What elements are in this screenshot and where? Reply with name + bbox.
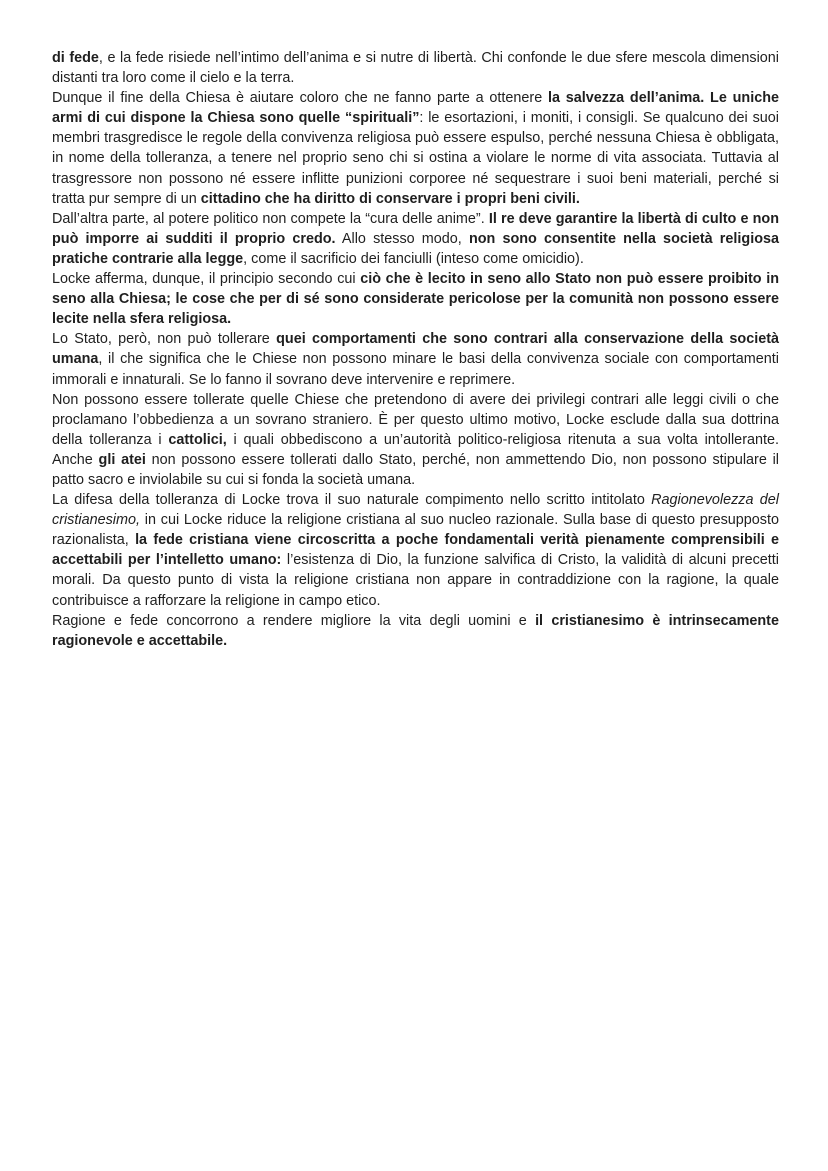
text-run: La difesa della tolleranza di Locke trova il suo naturale compimento nello scritto intitolato (52, 492, 652, 509)
text-run: non sono consentite nella società religiosa pratiche contrarie alla legge (52, 230, 779, 267)
document-page (52, 48, 779, 651)
text-run: in cui Locke riduce la religione cristiana al suo nucleo razionale. Sulla base di questo presupposto razionalista, (52, 512, 779, 549)
text-run: quei comportamenti che sono contrari alla conservazione della società umana (52, 331, 779, 368)
paragraph-political-power (52, 209, 779, 269)
paragraph-state-limits (52, 329, 779, 389)
text-run: , e la fede risiede nell’intimo dell’anima e si nutre di libertà. Chi confonde le due sfere mescola dimensioni distanti tra loro come il cielo e la terra. (52, 50, 779, 87)
paragraph-church-purpose (52, 88, 779, 209)
paragraph-conclusion (52, 611, 779, 651)
text-run: di fede (52, 50, 99, 66)
text-run: , il che significa che le Chiese non possono minare le basi della convivenza sociale con comportamenti immorali e innaturali. Se lo fanno il sovrano deve intervenire e reprimere. (52, 351, 779, 388)
text-run: l’esistenza di Dio, la funzione salvifica di Cristo, la validità di alcuni precetti morali. Da questo punto di vista la religione cristiana non appare in contraddizione con la ragione, la quale contribuisce a rafforzare la religione in campo etico. (52, 552, 779, 609)
text-run: la fede cristiana viene circoscritta a poche fondamentali verità pienamente comprensibili e accettabili per l’intelletto umano: (52, 532, 779, 569)
text-run: cattolici, (168, 431, 227, 448)
paragraph-reasonableness (52, 490, 779, 611)
text-run: Ragione e fede concorrono a rendere migliore la vita degli uomini e (52, 612, 536, 629)
text-run: non possono essere tollerati dallo Stato, perché, non ammettendo Dio, non possono stipulare il patto sacro e inviolabile su cui si fonda la società umana. (52, 451, 779, 488)
text-run: Lo Stato, però, non può tollerare (52, 331, 277, 348)
paragraph-faith-freedom (52, 48, 779, 88)
paragraph-intolerable-churches (52, 390, 779, 490)
text-run: Dall’altra parte, al potere politico non compete la “cura delle anime”. (52, 210, 489, 227)
paragraph-locke-principle (52, 269, 779, 329)
text-run: Non possono essere tollerate quelle Chiese che pretendono di avere dei privilegi contrari alle leggi civili o che proclamano l’obbedienza a un sovrano straniero. È per questo ultimo motivo, Locke esclude dalla sua dottrina della tolleranza i (52, 391, 779, 448)
text-run: Locke afferma, dunque, il principio secondo cui (52, 271, 361, 288)
text-run: i quali obbediscono a un’autorità politico-religiosa ritenuta a sua volta intollerante. Anche (52, 431, 779, 468)
text-run: gli atei (98, 451, 146, 468)
text-run: cittadino che ha diritto di conservare i propri beni civili. (200, 190, 580, 207)
text-run: il cristianesimo è intrinsecamente ragionevole e accettabile. (52, 612, 779, 649)
text-run: : le esortazioni, i moniti, i consigli. Se qualcuno dei suoi membri trasgredisce le regole della convivenza religiosa può essere espulso, perché nessuna Chiesa è obbligata, in nome della tolleranza, a tenere nel proprio seno chi si ostina a violare le norme di vita associata. Tuttavia al trasgressore non possono né essere inflitte punizioni corporee né sequestrare i suoi beni materiali, perché si tratta pur sempre di un (52, 110, 779, 207)
text-run: ciò che è lecito in seno allo Stato non può essere proibito in seno alla Chiesa; le cose che per di sé sono considerate pericolose per la comunità non possono essere lecite nella sfera religiosa. (52, 271, 779, 328)
text-run: Ragionevolezza del cristianesimo, (52, 492, 779, 529)
text-run: Dunque il fine della Chiesa è aiutare coloro che ne fanno parte a ottenere (52, 90, 548, 107)
text-run: la salvezza dell’anima. Le uniche armi di cui dispone la Chiesa sono quelle “spirituali” (52, 90, 779, 127)
text-run: Il re deve garantire la libertà di culto e non può imporre ai sudditi il proprio credo. (52, 210, 779, 247)
text-run: Allo stesso modo, (335, 230, 469, 247)
text-run: , come il sacrificio dei fanciulli (inteso come omicidio). (243, 250, 584, 267)
